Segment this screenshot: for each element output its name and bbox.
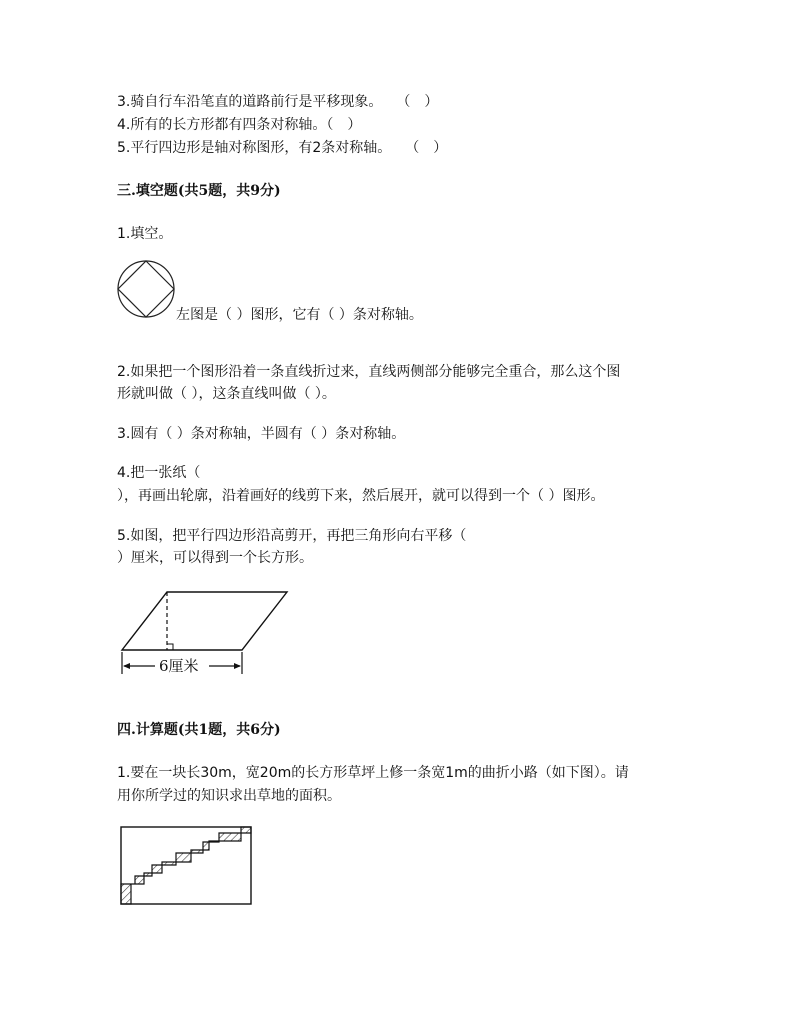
lawn-path-figure [119,825,254,907]
fill-question-3: 3.圆有（ ）条对称轴，半圆有（ ）条对称轴。 [117,426,406,442]
figure-length-label: 6厘米 [159,657,199,675]
fill-question-5-line-1: 5.如图，把平行四边形沿高剪开，再把三角形向右平移（ [117,528,467,544]
section-3-title: 三.填空题(共5题，共9分) [117,183,281,199]
judge-question-4: 4.所有的长方形都有四条对称轴。（ ） [117,117,362,133]
judge-question-5: 5.平行四边形是轴对称图形，有2条对称轴。 （ ） [117,140,448,156]
section-4-title: 四.计算题(共1题，共6分) [117,722,281,738]
parallelogram-figure [115,588,295,680]
fill-question-2-line-2: 形就叫做（ ），这条直线叫做（ ）。 [117,386,336,402]
fill-question-1-text: 左图是（ ）图形，它有（ ）条对称轴。 [176,307,423,323]
circle-with-square-figure [116,259,176,319]
fill-question-4-line-1: 4.把一张纸（ [117,465,201,481]
judge-question-3: 3.骑自行车沿笔直的道路前行是平移现象。 （ ） [117,94,439,110]
calc-question-1-line-2: 用你所学过的知识求出草地的面积。 [117,788,341,804]
fill-question-4-line-2: ），再画出轮廓，沿着画好的线剪下来，然后展开，就可以得到一个（ ）图形。 [117,488,605,504]
calc-question-1-line-1: 1.要在一块长30m，宽20m的长方形草坪上修一条宽1m的曲折小路（如下图）。请 [117,765,629,781]
fill-question-2-line-1: 2.如果把一个图形沿着一条直线折过来，直线两侧部分能够完全重合，那么这个图 [117,364,621,380]
fill-question-1-title: 1.填空。 [117,226,173,242]
fill-question-5-line-2: ）厘米，可以得到一个长方形。 [117,550,313,566]
